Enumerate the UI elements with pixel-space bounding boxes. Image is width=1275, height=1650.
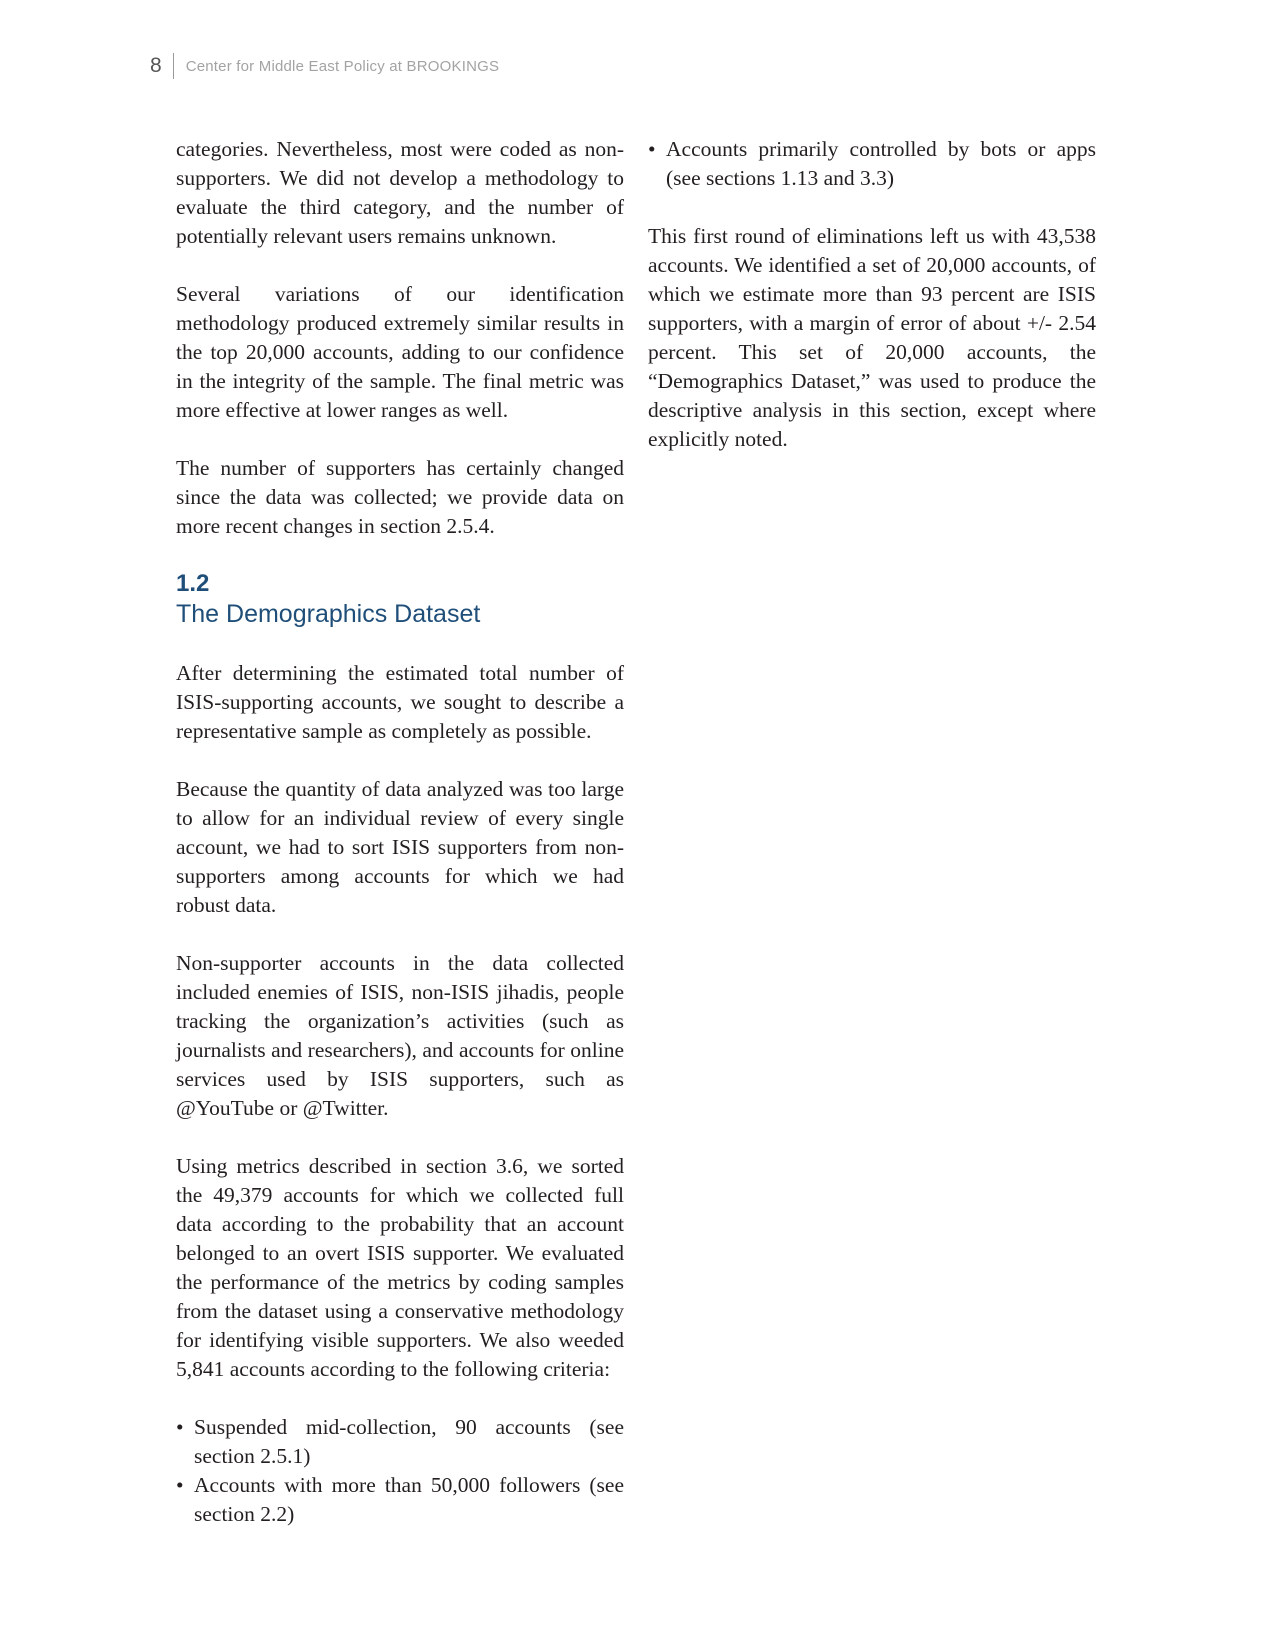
paragraph: This first round of eliminations left us with 43,538 accounts. We identified a set of 20,000 accounts, of which we estimate more than 93 percent are ISIS supporters, with a margin of error of about +/- 2.54 percent. This set of 20,000 accounts, the “Demographics Dataset,” was used to produce the descriptive analysis in this section, except where explicitly noted. [648,224,1096,451]
list-item [176,1413,624,1471]
header-divider [173,53,174,79]
section-title: The Demographics Dataset [176,600,481,628]
bullet-icon: • [648,137,656,161]
list-item [648,135,1096,193]
right-column [648,135,1096,483]
running-header [150,53,499,79]
paragraph: Non-supporter accounts in the data collected included enemies of ISIS, non-ISIS jihadis, people tracking the organization’s activities (such as journalists and researchers), and accounts for online services used by ISIS supporters, such as @YouTube or @Twitter. [176,951,624,1120]
list-item-text: Suspended mid-collection, 90 accounts (see section 2.5.1) [194,1415,624,1468]
paragraph: Because the quantity of data analyzed was too large to allow for an individual review of every single account, we had to sort ISIS supporters from non-supporters among accounts for which we had robust data. [176,777,624,917]
bullet-icon: • [176,1415,184,1439]
list-item-text: Accounts primarily controlled by bots or apps (see sections 1.13 and 3.3) [666,137,1096,190]
bullet-icon: • [176,1473,184,1497]
left-column [176,135,624,1558]
paragraph: categories. Nevertheless, most were coded as non-supporters. We did not develop a methodology to evaluate the third category, and the number of potentially relevant users remains unknown. [176,137,624,248]
paragraph: The number of supporters has certainly changed since the data was collected; we provide data on more recent changes in section 2.5.4. [176,456,624,538]
section-number: 1.2 [176,570,210,597]
header-source: Center for Middle East Policy at BROOKINGS [185,57,500,75]
list-item [176,1471,624,1529]
paragraph: After determining the estimated total number of ISIS-supporting accounts, we sought to describe a representative sample as completely as possible. [176,661,624,743]
list-item-text: Accounts with more than 50,000 followers (see section 2.2) [194,1473,624,1526]
criteria-list [176,1413,624,1529]
page-number: 8 [150,54,162,77]
criteria-list-continued [648,135,1096,193]
paragraph: Using metrics described in section 3.6, we sorted the 49,379 accounts for which we collected full data according to the probability that an account belonged to an overt ISIS supporter. We evaluated the performance of the metrics by coding samples from the dataset using a conservative methodology for identifying visible supporters. We also weeded 5,841 accounts according to the following criteria: [176,1154,624,1381]
paragraph: Several variations of our identification methodology produced extremely similar results in the top 20,000 accounts, adding to our confidence in the integrity of the sample. The final metric was more effective at lower ranges as well. [176,282,624,422]
